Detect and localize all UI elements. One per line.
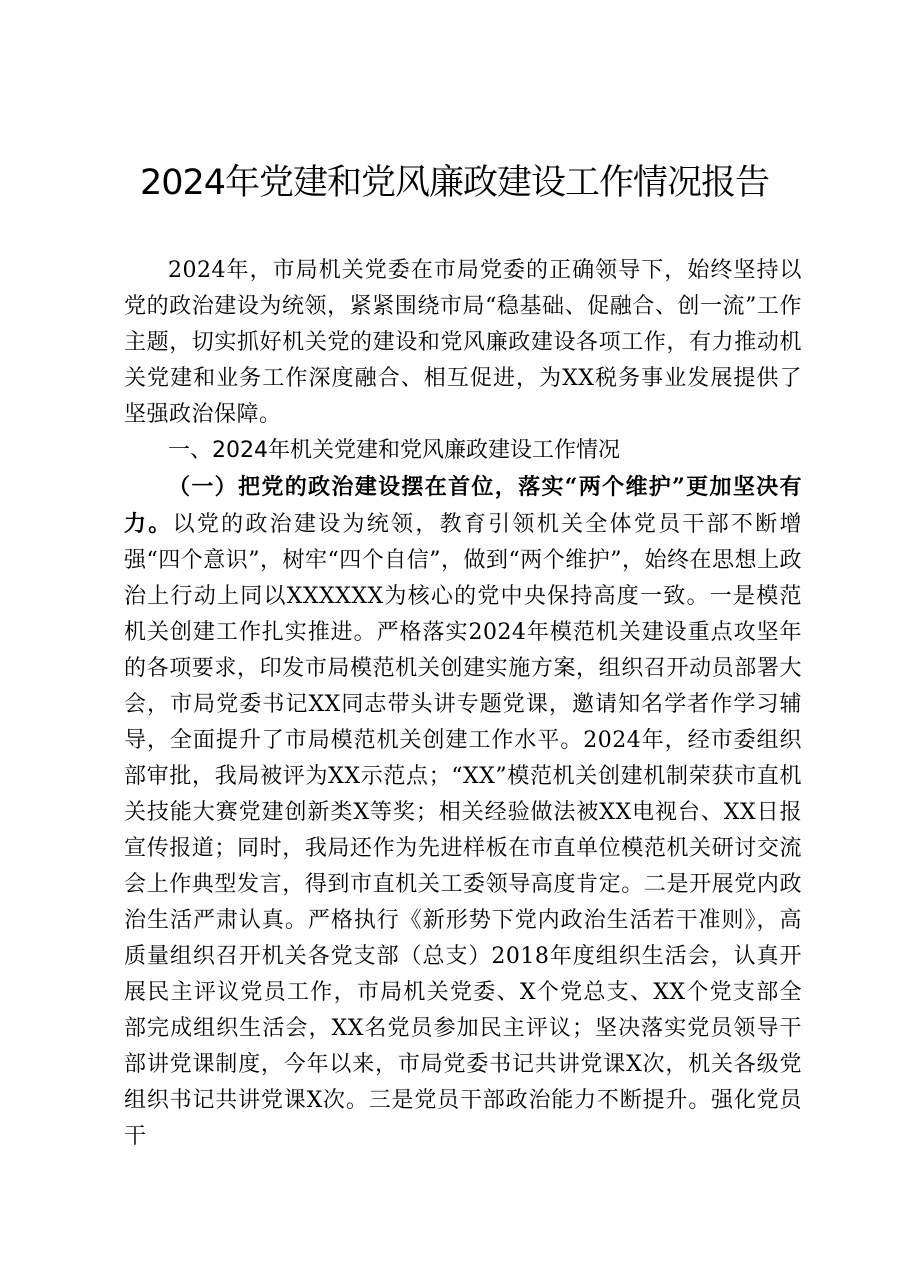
intro-paragraph: 2024年，市局机关党委在市局党委的正确领导下，始终坚持以党的政治建设为统领，紧紧围绕市局“稳基础、促融合、创一流”工作主题，切实抓好机关党的建设和党风廉政建设各项工作，有力推动机关党建和业务工作深度融合、相互促进，为XX税务事业发展提供了坚强政治保障。 bbox=[124, 258, 802, 427]
document-body bbox=[124, 253, 802, 1155]
section-heading: 一、2024年机关党建和党风廉政建设工作情况 bbox=[168, 438, 620, 463]
subsection-lead: （一）把党的政治建设摆在首位，落实“两个维护”更加坚决有力。 bbox=[124, 474, 802, 537]
document-title: 2024年党建和党风廉政建设工作情况报告 bbox=[139, 163, 770, 203]
subsection-body: 以党的政治建设为统领，教育引领机关全体党员干部不断增强“四个意识”，树牢“四个自信”，做到“两个维护”，始终在思想上政治上行动上同以XXXXXX为核心的党中央保持高度一致。一是模范机关创建工作扎实推进。严格落实2024年模范机关建设重点攻坚年的各项要求，印发市局模范机关创建实施方案，组织召开动员部署大会，市局党委书记XX同志带头讲专题党课，邀请知名学者作学习辅导，全面提升了市局模范机关创建工作水平。2024年，经市委组织部审批，我局被评为XX示范点；“XX”模范机关创建机制荣获市直机关技能大赛党建创新类X等奖；相关经验做法被XX电视台、XX日报宣传报道；同时，我局还作为先进样板在市直单位模范机关研讨交流会上作典型发言，得到市直机关工委领导高度肯定。二是开展党内政治生活严肃认真。严格执行《新形势下党内政治生活若干准则》，高质量组织召开机关各党支部（总支）2018年度组织生活会，认真开展民主评议党员工作，市局机关党委、X个党总支、XX个党支部全部完成组织生活会，XX名党员参加民主评议；坚决落实党员领导干部讲党课制度，今年以来，市局党委书记共讲党课X次，机关各级党组织书记共讲党课X次。三是党员干部政治能力不断提升。强化党员干 bbox=[124, 512, 802, 1149]
subsection-paragraph bbox=[124, 469, 802, 1155]
